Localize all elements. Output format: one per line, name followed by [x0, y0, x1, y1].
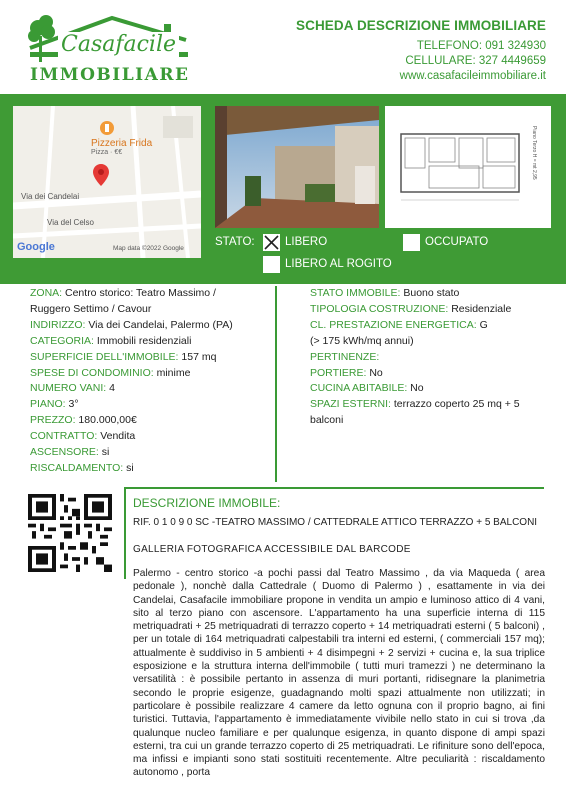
detail-row: balconi — [310, 414, 344, 427]
detail-row: ZONA: Centro storico: Teatro Massimo / — [30, 287, 216, 299]
qr-code-icon — [28, 494, 112, 572]
details-left-column — [30, 286, 270, 477]
detail-row: PERTINENZE: — [310, 350, 380, 363]
description-title: DESCRIZIONE IMMOBILE: — [133, 496, 281, 510]
floor-plan[interactable] — [385, 106, 551, 228]
floor-plan-graphic — [385, 106, 551, 228]
detail-row: CL. PRESTAZIONE ENERGETICA: G — [310, 318, 488, 331]
poi-name: Pizzeria Frida — [91, 138, 153, 149]
detail-row: TIPOLOGIA COSTRUZIONE: Residenziale — [310, 302, 512, 315]
libero-rogito-checkbox[interactable] — [263, 256, 280, 273]
details-right-column — [310, 286, 550, 429]
occupato-checkbox[interactable] — [403, 234, 420, 251]
column-divider — [275, 286, 277, 482]
detail-row: CONTRATTO: Vendita — [30, 430, 136, 443]
detail-row: PORTIERE: No — [310, 366, 383, 379]
poi-subtitle: Pizza · €€ — [91, 149, 123, 156]
detail-row: CATEGORIA: Immobili residenziali — [30, 334, 192, 347]
detail-row: INDIRIZZO: Via dei Candelai, Palermo (PA) — [30, 318, 233, 331]
detail-row: SPESE DI CONDOMINIO: minime — [30, 366, 191, 379]
detail-row: PIANO: 3° — [30, 398, 79, 411]
description-frame-top — [124, 487, 544, 489]
checked-x-icon — [263, 234, 280, 251]
libero-checkbox[interactable] — [263, 234, 280, 251]
detail-row: SUPERFICIE DELL'IMMOBILE: 157 mq — [30, 350, 217, 363]
description-body: Palermo - centro storico -a pochi passi dal Teatro Massimo , da via Maqueda ( area pedonale ), nonchè dalla Cattedrale ( Duomo di Palermo ) , esattamente in via dei Candelai, Casafacile immobiliare propone in vendita un ampio e luminoso attico di 4 vani, sito al terzo piano con ascensore. L'appartamento ha una superficie interna di 115 metriquadrati + 25 metriquadrati di terrazzo coperto + 14 metriquadrati esterni ( 5 balconi) , per un totale di 164 metriquadrati calpestabili tra interni ed esterni, ( commerciali 157 mq); attualmente è suddiviso in 5 ambienti + 4 disimpegni + 2 servizi + cucina e, la sua triplice esposizione e la struttura interna dell'immobile ( tutti muri tramezzi ) ne determinano la versatilità : è possibile pertanto in assenza di muri portanti, ridisegnare la planimetria secondo le proprie esigenze, guadagnando molti spazi attualmente non utilizzati; in particolare è possibile realizzare 4 camere da letto ognuna con il proprio bagno, ai fini turistici. Tuttavia, l'appartamento è immediatamente vivibile nello stato in cui si trova ,da qualunque nucleo familiare e per qualunque esigenza, in quanto dispone di ampi spazi esterni, tra cui un grande terrazzo coperto di 25 metriquadrati. Le rifiniture sono dell'epoca, ma infissi e impianti sono stati sostituiti recentemente. Altre peculiarità : riscaldamento autonomo , porta — [133, 568, 545, 779]
google-logo: Google — [17, 241, 55, 253]
brand-name: Casafacile — [58, 32, 179, 57]
description-frame-left — [124, 487, 126, 579]
gallery-qr-code[interactable] — [28, 494, 112, 572]
location-map[interactable] — [13, 106, 201, 258]
reference-code: RIF. 0 1 0 9 0 SC -TEATRO MASSIMO / CATTEDRALE ATTICO TERRAZZO + 5 BALCONI — [133, 517, 538, 528]
detail-row: SPAZI ESTERNI: terrazzo coperto 25 mq + 5 — [310, 398, 520, 411]
occupato-label: OCCUPATO — [425, 236, 489, 248]
detail-row: STATO IMMOBILE: Buono stato — [310, 287, 460, 299]
detail-row: (> 175 kWh/mq annui) — [310, 334, 414, 347]
mobile-number: CELLULARE: 327 4449659 — [405, 55, 546, 67]
libero-rogito-label: LIBERO AL ROGITO — [285, 258, 392, 270]
brand-subtitle: IMMOBILIARE — [30, 65, 190, 85]
map-credit: Map data ©2022 Google — [113, 245, 184, 252]
document-title: SCHEDA DESCRIZIONE IMMOBILIARE — [295, 18, 546, 33]
detail-row: PREZZO: 180.000,00€ — [30, 414, 137, 427]
detail-row: NUMERO VANI: 4 — [30, 382, 115, 395]
street-label-candelai: Via dei Candelai — [21, 192, 80, 201]
detail-row: Ruggero Settimo / Cavour — [30, 302, 152, 315]
terrace-photo-graphic — [215, 106, 379, 228]
property-media-band — [0, 94, 566, 284]
website-link[interactable]: www.casafacileimmobiliare.it — [399, 70, 546, 82]
detail-row: CUCINA ABITABILE: No — [310, 382, 424, 395]
company-logo — [26, 14, 196, 86]
libero-label: LIBERO — [285, 236, 328, 248]
phone-number: TELEFONO: 091 324930 — [416, 40, 546, 52]
stato-label: STATO: — [215, 236, 255, 248]
floor-plan-label: Piano Terzo H = mt 2,95 — [531, 126, 537, 180]
detail-row: ASCENSORE: si — [30, 446, 110, 459]
location-pin-icon[interactable] — [93, 164, 109, 191]
gallery-note: GALLERIA FOTOGRAFICA ACCESSIBILE DAL BARCODE — [133, 544, 411, 555]
terrace-photo[interactable] — [215, 106, 379, 228]
detail-row: RISCALDAMENTO: si — [30, 461, 134, 474]
street-label-celso: Via del Celso — [47, 218, 94, 227]
